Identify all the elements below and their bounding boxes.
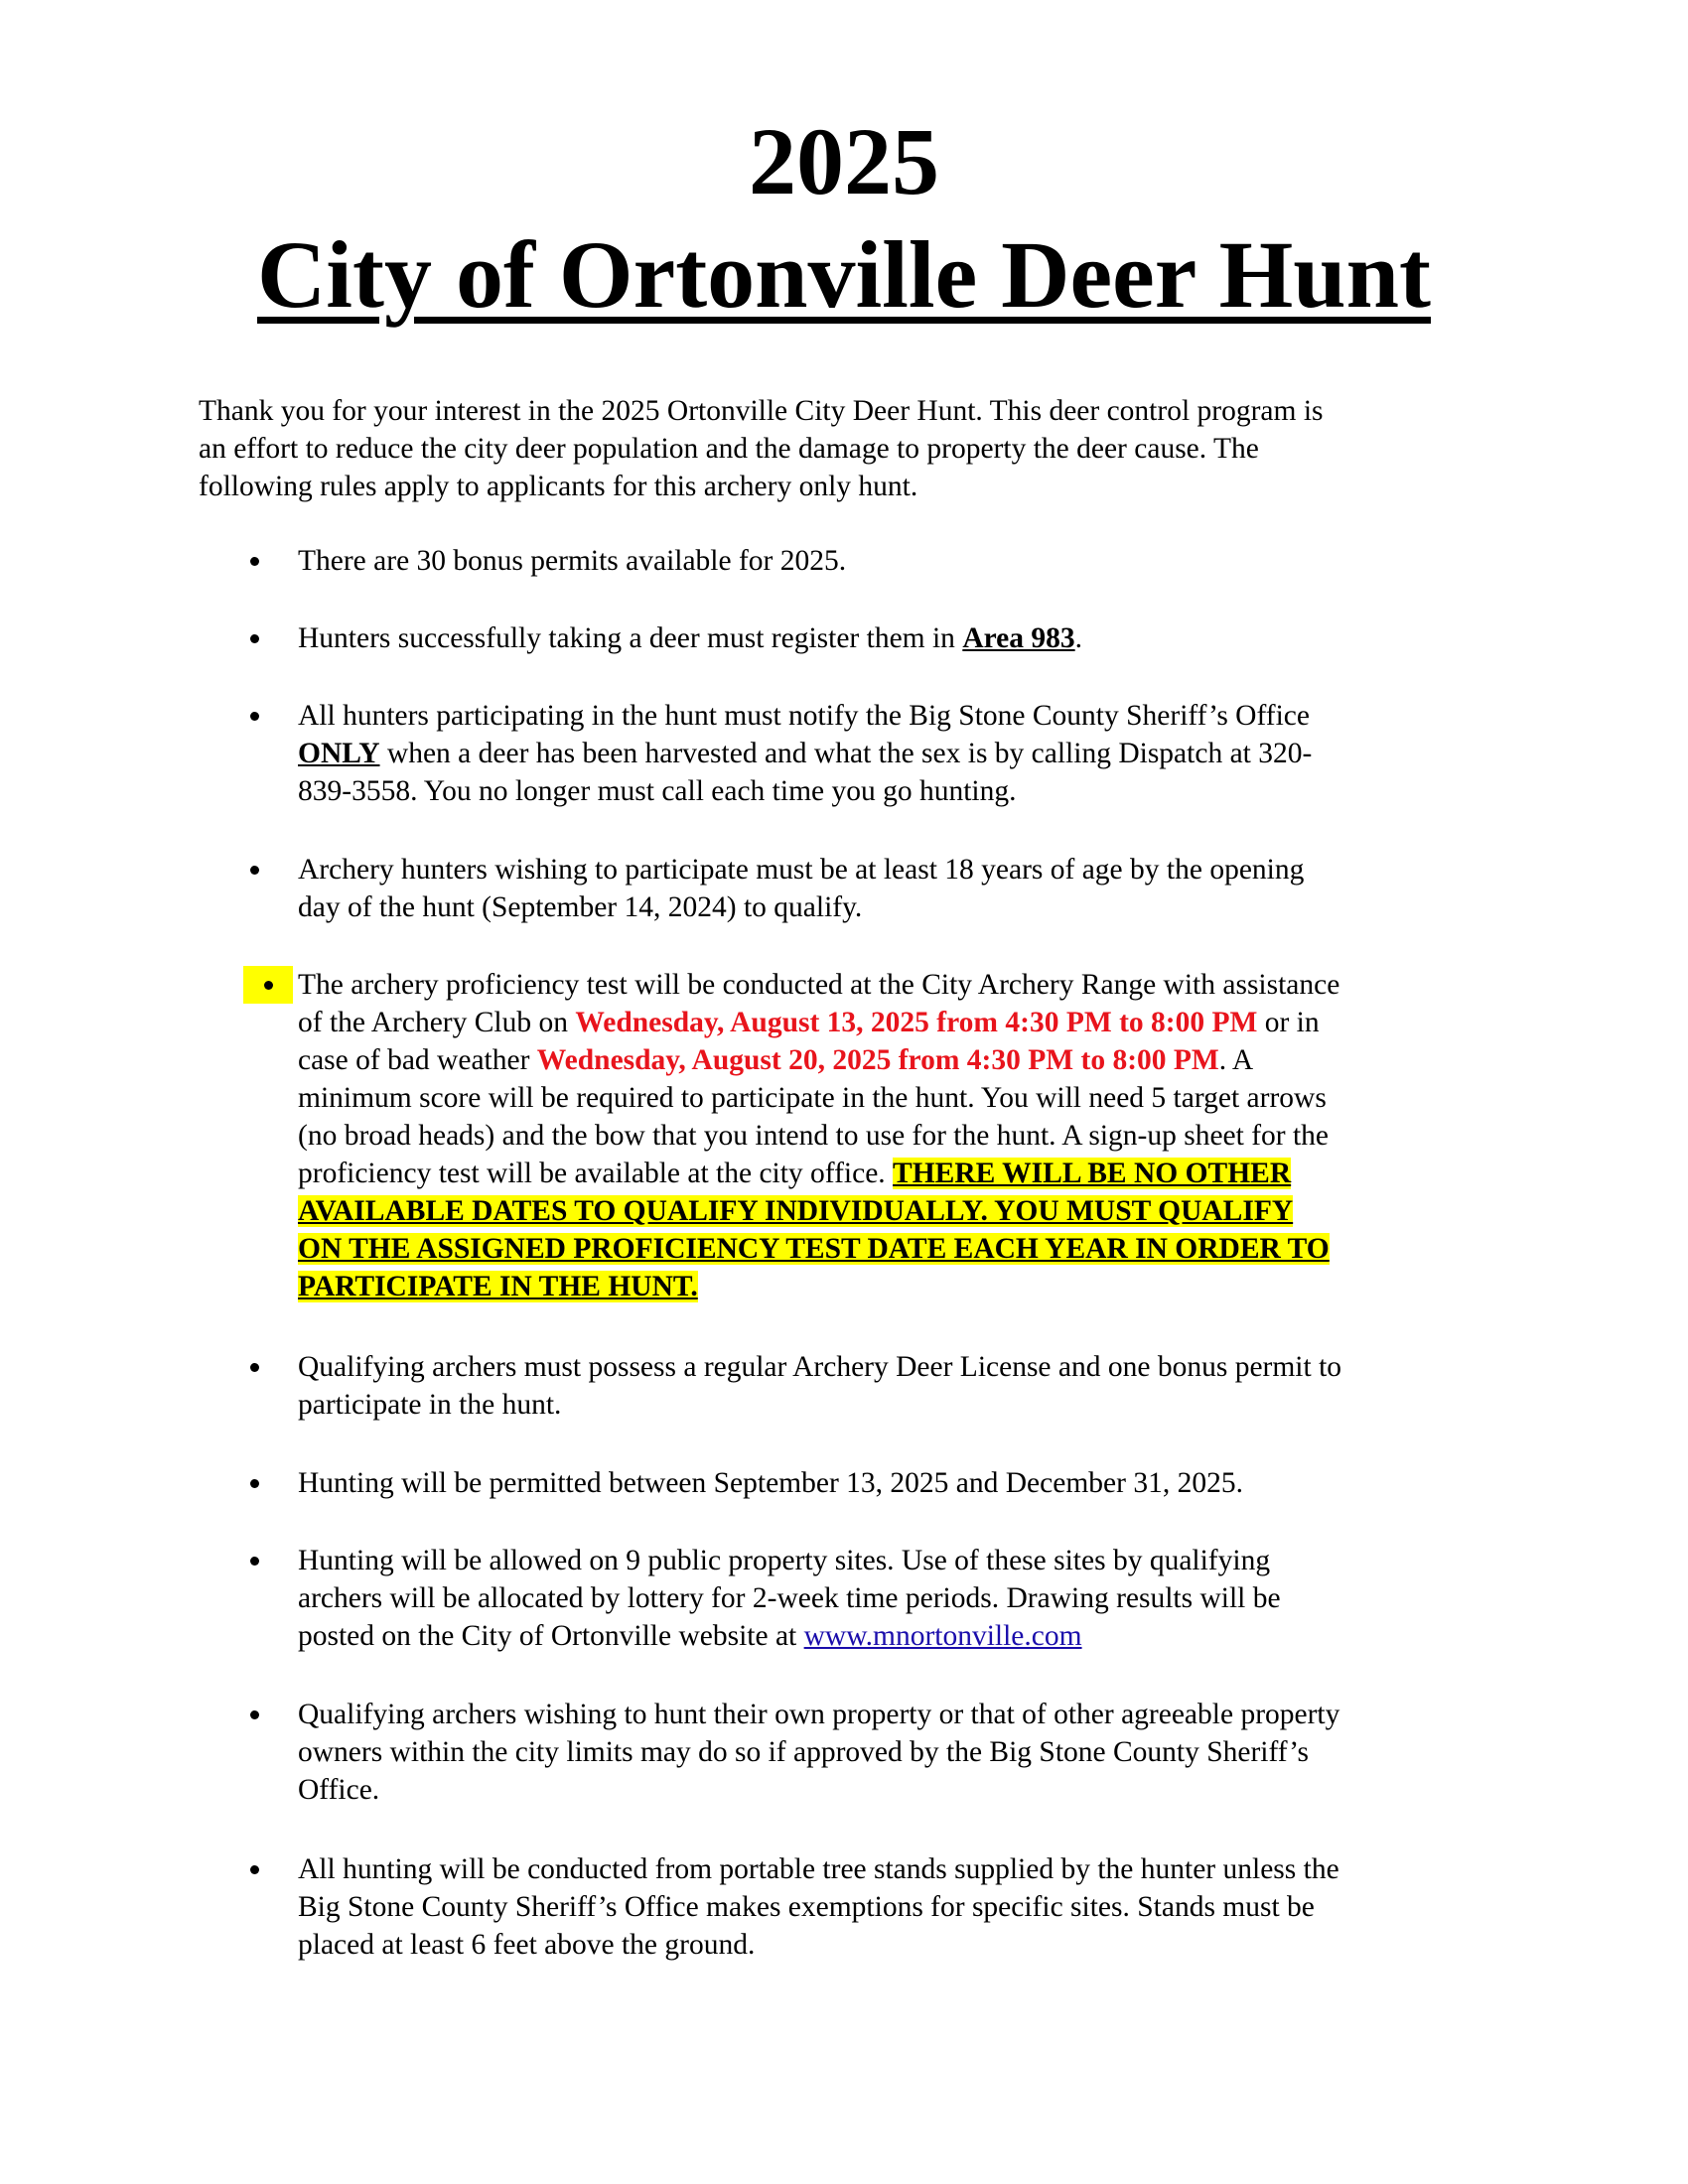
rule-text: The archery proficiency test will be conducted at the City Archery Range with assistance of the Archery Club on Wednesday, August 13, 2025 from 4:30 PM to 8:00 PM or in case of bad weather Wednesday, August 20, 2025 from 4:30 PM to 8:00 PM. A minimum score will be required to participate in the hunt. You will need 5 target arrows (no broad heads) and the bow that you intend to use for the hunt. A sign-up sheet for the proficiency test will be available at the city office. THERE WILL BE NO OTHER AVAILABLE DATES TO QUALIFY INDIVIDUALLY. YOU MUST QUALIFY ON THE ASSIGNED PROFICIENCY TEST DATE EACH YEAR IN ORDER TO PARTICIPATE IN THE HUNT.	[298, 969, 1340, 1302]
bullet-icon	[246, 1348, 262, 1386]
bullet-icon	[246, 542, 262, 580]
warning-highlight: THERE WILL BE NO OTHER	[893, 1158, 1292, 1189]
test-date-rain: Wednesday, August 20, 2025 from 4:30 PM to 8:00 PM	[536, 1044, 1219, 1076]
bullet-icon	[246, 697, 262, 735]
rule-text: Archery hunters wishing to participate must be at least 18 years of age by the opening day of the hunt (September 14, 2024) to qualify.	[298, 854, 1305, 923]
area-number: Area 983	[962, 622, 1075, 654]
document-title-text: City of Ortonville Deer Hunt	[256, 221, 1432, 328]
rule-text: There are 30 bonus permits available for 2025.	[298, 545, 847, 577]
rule-text: Hunting will be allowed on 9 public property sites. Use of these sites by qualifying archers will be allocated by lottery for 2-week time periods. Drawing results will be posted on the City of Ortonville website at www.mnortonville.com	[298, 1545, 1281, 1652]
warning-highlight: ON THE ASSIGNED PROFICIENCY TEST DATE EACH YEAR IN ORDER TO	[298, 1233, 1330, 1265]
test-date-primary: Wednesday, August 13, 2025 from 4:30 PM to 8:00 PM	[575, 1007, 1258, 1038]
only-emphasis: ONLY	[298, 738, 380, 769]
document-year: 2025	[749, 108, 939, 214]
intro-line: an effort to reduce the city deer population and the damage to property the deer cause. The	[199, 433, 1259, 465]
website-link[interactable]: www.mnortonville.com	[803, 1620, 1082, 1652]
rule-text: Hunting will be permitted between September 13, 2025 and December 31, 2025.	[298, 1467, 1243, 1499]
document-title	[0, 220, 1688, 330]
bullet-icon	[246, 1542, 262, 1579]
rule-text: All hunters participating in the hunt must notify the Big Stone County Sheriff’s Office ONLY when a deer has been harvested and what the sex is by calling Dispatch at 320- 839-3558. You no longer must call each time you go hunting.	[298, 700, 1313, 807]
bullet-icon	[246, 851, 262, 888]
bullet-icon	[246, 1464, 262, 1502]
warning-highlight: PARTICIPATE IN THE HUNT.	[298, 1271, 698, 1302]
rule-text: Hunters successfully taking a deer must register them in Area 983.	[298, 622, 1083, 654]
intro-line: following rules apply to applicants for this archery only hunt.	[199, 471, 918, 502]
bullet-icon	[246, 619, 262, 657]
bullet-icon	[246, 1850, 262, 1888]
warning-highlight: AVAILABLE DATES TO QUALIFY INDIVIDUALLY. YOU MUST QUALIFY	[298, 1195, 1294, 1227]
intro-line: Thank you for your interest in the 2025 Ortonville City Deer Hunt. This deer control program is	[199, 395, 1324, 427]
bullet-icon	[246, 1696, 262, 1733]
rule-text: Qualifying archers wishing to hunt their own property or that of other agreeable property owners within the city limits may do so if approved by the Big Stone County Sheriff’s Office.	[298, 1699, 1340, 1806]
rule-text: Qualifying archers must possess a regular Archery Deer License and one bonus permit to participate in the hunt.	[298, 1351, 1342, 1421]
intro-paragraph	[199, 392, 1489, 505]
bullet-icon	[243, 966, 293, 1004]
rule-text: All hunting will be conducted from portable tree stands supplied by the hunter unless the Big Stone County Sheriff’s Office makes exemptions for specific sites. Stands must be placed at least 6 feet above the ground.	[298, 1853, 1339, 1961]
